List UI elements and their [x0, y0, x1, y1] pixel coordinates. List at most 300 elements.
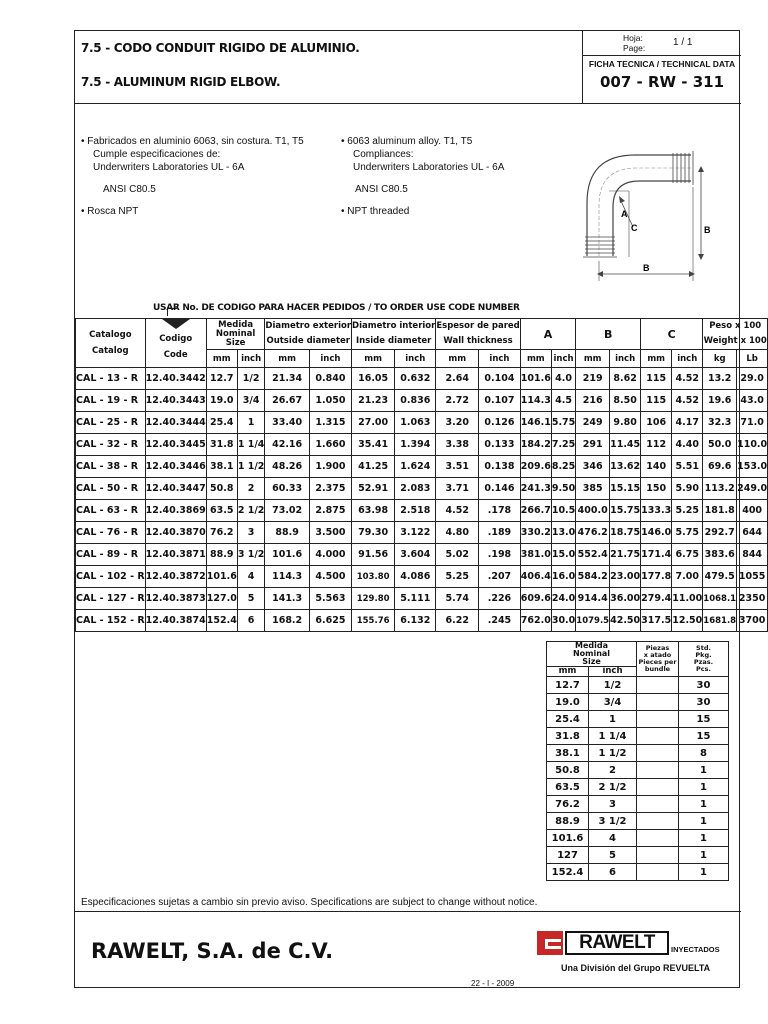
table-cell: CAL - 76 - R: [76, 522, 146, 544]
pack-unit-mm: mm: [547, 667, 589, 677]
list-item: [547, 830, 729, 847]
table-cell: 3.604: [395, 544, 436, 566]
table-cell: 21.34: [265, 368, 309, 390]
table-cell: 249.0: [737, 478, 768, 500]
table-cell: 0.104: [479, 368, 521, 390]
table-cell: 101.6: [520, 368, 551, 390]
table-cell: 1079.5: [576, 610, 610, 632]
table-cell: 177.8: [641, 566, 672, 588]
table-row: [76, 522, 768, 544]
arrow-down-icon: [162, 319, 190, 329]
table-cell: .198: [479, 544, 521, 566]
table-cell: 8.25: [551, 456, 575, 478]
header-inside-diameter: Diametro interior Inside diameter: [352, 319, 436, 350]
unit-mm: mm: [520, 350, 551, 368]
table-cell: 2: [237, 478, 265, 500]
table-cell: 12.40.3446: [145, 456, 206, 478]
table-cell: 317.5: [641, 610, 672, 632]
table-cell: [637, 762, 679, 779]
table-cell: 2350: [737, 588, 768, 610]
table-row: [76, 390, 768, 412]
table-cell: 552.4: [576, 544, 610, 566]
table-cell: 644: [737, 522, 768, 544]
table-cell: 141.3: [265, 588, 309, 610]
page-label: [623, 33, 645, 53]
table-cell: 346: [576, 456, 610, 478]
table-cell: 79.30: [352, 522, 395, 544]
table-cell: 4.40: [672, 434, 703, 456]
table-cell: 1: [589, 711, 637, 728]
table-cell: 400.0: [576, 500, 610, 522]
table-cell: 1.660: [309, 434, 351, 456]
pack-header-size: Medida Nominal Size: [547, 642, 637, 667]
table-cell: 127: [547, 847, 589, 864]
title-english: 7.5 - ALUMINUM RIGID ELBOW.: [81, 75, 281, 89]
header-dim-c: C: [641, 319, 703, 350]
table-cell: 13.2: [703, 368, 737, 390]
table-cell: 15: [679, 711, 729, 728]
list-item: [547, 728, 729, 745]
table-cell: 12.40.3869: [145, 500, 206, 522]
table-cell: 30.0: [551, 610, 575, 632]
table-cell: 152.4: [206, 610, 237, 632]
list-item: [547, 762, 729, 779]
feature-en-line: Compliances:: [353, 149, 414, 160]
table-cell: 1.394: [395, 434, 436, 456]
table-cell: 400: [737, 500, 768, 522]
header-dim-a: A: [520, 319, 576, 350]
table-cell: 5.75: [551, 412, 575, 434]
table-cell: CAL - 19 - R: [76, 390, 146, 412]
table-cell: 38.1: [547, 745, 589, 762]
table-cell: 2 1/2: [589, 779, 637, 796]
table-cell: 3700: [737, 610, 768, 632]
feature-en-line: • NPT threaded: [341, 206, 410, 217]
company-name: RAWELT, S.A. de C.V.: [91, 939, 334, 963]
unit-kg: kg: [703, 350, 737, 368]
table-cell: 844: [737, 544, 768, 566]
table-cell: [637, 745, 679, 762]
header-code: Codigo Code: [145, 319, 206, 368]
table-row: [76, 412, 768, 434]
table-cell: 3.38: [436, 434, 479, 456]
table-cell: 181.8: [703, 500, 737, 522]
feature-en-line: ANSI C80.5: [355, 184, 408, 195]
table-cell: 21.75: [610, 544, 641, 566]
table-cell: 12.40.3442: [145, 368, 206, 390]
list-item: [547, 864, 729, 881]
table-cell: 241.3: [520, 478, 551, 500]
table-cell: 42.16: [265, 434, 309, 456]
table-cell: CAL - 127 - R: [76, 588, 146, 610]
table-cell: 12.40.3873: [145, 588, 206, 610]
table-cell: 27.00: [352, 412, 395, 434]
table-cell: 0.632: [395, 368, 436, 390]
table-cell: 29.0: [737, 368, 768, 390]
table-cell: 1.900: [309, 456, 351, 478]
table-cell: 19.6: [703, 390, 737, 412]
table-cell: 383.6: [703, 544, 737, 566]
table-cell: 1 1/4: [237, 434, 265, 456]
table-cell: 216: [576, 390, 610, 412]
table-cell: 6.22: [436, 610, 479, 632]
table-cell: .245: [479, 610, 521, 632]
table-cell: 42.50: [610, 610, 641, 632]
table-cell: 16.0: [551, 566, 575, 588]
table-cell: 23.00: [610, 566, 641, 588]
table-cell: 31.8: [206, 434, 237, 456]
table-cell: 6.75: [672, 544, 703, 566]
table-cell: 110.0: [737, 434, 768, 456]
table-cell: 476.2: [576, 522, 610, 544]
unit-inch: inch: [309, 350, 351, 368]
table-cell: 30: [679, 677, 729, 694]
table-cell: 406.4: [520, 566, 551, 588]
table-cell: 4.52: [672, 368, 703, 390]
table-cell: 385: [576, 478, 610, 500]
table-cell: 2.083: [395, 478, 436, 500]
table-cell: 3.51: [436, 456, 479, 478]
table-cell: 50.0: [703, 434, 737, 456]
table-cell: [637, 796, 679, 813]
table-cell: 152.4: [547, 864, 589, 881]
page-box: [583, 31, 741, 56]
table-cell: 3.71: [436, 478, 479, 500]
table-cell: CAL - 25 - R: [76, 412, 146, 434]
table-cell: [637, 779, 679, 796]
table-cell: 291: [576, 434, 610, 456]
table-cell: 13.62: [610, 456, 641, 478]
table-row: [76, 544, 768, 566]
table-cell: 914.4: [576, 588, 610, 610]
table-cell: 112: [641, 434, 672, 456]
table-cell: .189: [479, 522, 521, 544]
table-cell: 11.45: [610, 434, 641, 456]
unit-mm: mm: [576, 350, 610, 368]
table-cell: 0.146: [479, 478, 521, 500]
header-outside-diameter: Diametro exterior Outside diameter: [265, 319, 352, 350]
table-cell: 146.0: [641, 522, 672, 544]
table-cell: 9.80: [610, 412, 641, 434]
elbow-drawing: [559, 131, 719, 291]
table-cell: 2.875: [309, 500, 351, 522]
table-cell: 15.15: [610, 478, 641, 500]
table-cell: 60.33: [265, 478, 309, 500]
table-cell: 38.1: [206, 456, 237, 478]
unit-mm: mm: [206, 350, 237, 368]
table-cell: 5.02: [436, 544, 479, 566]
table-cell: 19.0: [206, 390, 237, 412]
table-cell: 71.0: [737, 412, 768, 434]
table-cell: 133.3: [641, 500, 672, 522]
footer-divider: [75, 911, 741, 912]
table-cell: 33.40: [265, 412, 309, 434]
table-cell: 12.40.3445: [145, 434, 206, 456]
unit-mm: mm: [641, 350, 672, 368]
table-cell: 5.75: [672, 522, 703, 544]
table-cell: 12.40.3870: [145, 522, 206, 544]
table-cell: 6.132: [395, 610, 436, 632]
table-cell: 6: [237, 610, 265, 632]
logo-subtitle: INYECTADOS: [671, 945, 720, 954]
title-spanish: 7.5 - CODO CONDUIT RIGIDO DE ALUMINIO.: [81, 41, 360, 55]
table-cell: 4.0: [551, 368, 575, 390]
table-cell: 1.063: [395, 412, 436, 434]
unit-inch: inch: [672, 350, 703, 368]
table-cell: 12.40.3444: [145, 412, 206, 434]
table-cell: 18.75: [610, 522, 641, 544]
feature-en-line: Underwriters Laboratories UL - 6A: [353, 162, 505, 173]
table-cell: 127.0: [206, 588, 237, 610]
logo-division: Una División del Grupo REVUELTA: [561, 963, 711, 973]
specifications-table: [75, 318, 768, 632]
table-cell: 3: [589, 796, 637, 813]
unit-mm: mm: [352, 350, 395, 368]
header-title-block: [75, 31, 583, 103]
table-cell: 115: [641, 368, 672, 390]
table-cell: 32.3: [703, 412, 737, 434]
table-row: [76, 566, 768, 588]
table-cell: 115: [641, 390, 672, 412]
list-item: [547, 813, 729, 830]
header-nominal-size: Medida Nominal Size: [206, 319, 265, 350]
table-cell: 6: [589, 864, 637, 881]
table-cell: .178: [479, 500, 521, 522]
table-cell: 1: [679, 864, 729, 881]
table-cell: 209.6: [520, 456, 551, 478]
table-cell: 1/2: [237, 368, 265, 390]
table-cell: 1055: [737, 566, 768, 588]
table-cell: 21.23: [352, 390, 395, 412]
page-label-en: Page:: [623, 43, 646, 53]
table-cell: 63.5: [547, 779, 589, 796]
table-cell: [637, 677, 679, 694]
list-item: [547, 847, 729, 864]
table-cell: 2.72: [436, 390, 479, 412]
table-row: [76, 610, 768, 632]
table-cell: 13.0: [551, 522, 575, 544]
table-cell: 3.500: [309, 522, 351, 544]
table-cell: 12.40.3871: [145, 544, 206, 566]
table-cell: 4: [589, 830, 637, 847]
table-cell: [637, 728, 679, 745]
table-cell: [637, 830, 679, 847]
table-cell: 2 1/2: [237, 500, 265, 522]
table-cell: 12.40.3872: [145, 566, 206, 588]
table-cell: 1 1/2: [237, 456, 265, 478]
rawelt-logo: [531, 927, 731, 987]
table-cell: .207: [479, 566, 521, 588]
table-cell: 2.518: [395, 500, 436, 522]
table-cell: 1 1/4: [589, 728, 637, 745]
table-row: [76, 434, 768, 456]
table-cell: 3 1/2: [237, 544, 265, 566]
table-cell: 25.4: [206, 412, 237, 434]
table-cell: 5.90: [672, 478, 703, 500]
list-item: [547, 677, 729, 694]
page-number: 1 / 1: [673, 37, 693, 48]
table-cell: 91.56: [352, 544, 395, 566]
document-code: 007 - RW - 311: [599, 73, 725, 91]
table-cell: 2.64: [436, 368, 479, 390]
table-cell: 9.50: [551, 478, 575, 500]
table-cell: 76.2: [206, 522, 237, 544]
feature-en-line: • 6063 aluminum alloy. T1, T5: [341, 136, 473, 147]
table-cell: 4.52: [672, 390, 703, 412]
table-cell: 5.25: [672, 500, 703, 522]
features-english: [341, 135, 504, 218]
features-spanish: [81, 135, 304, 218]
table-cell: 41.25: [352, 456, 395, 478]
table-cell: 1: [237, 412, 265, 434]
table-cell: 12.50: [672, 610, 703, 632]
table-cell: 8: [679, 745, 729, 762]
table-cell: 6.625: [309, 610, 351, 632]
table-cell: 1: [679, 847, 729, 864]
table-cell: 11.00: [672, 588, 703, 610]
table-cell: 114.3: [520, 390, 551, 412]
table-cell: 24.0: [551, 588, 575, 610]
table-cell: 0.133: [479, 434, 521, 456]
table-cell: 762.0: [520, 610, 551, 632]
table-cell: 50.8: [547, 762, 589, 779]
table-cell: 171.4: [641, 544, 672, 566]
table-cell: 1/2: [589, 677, 637, 694]
list-item: [547, 779, 729, 796]
table-row: [76, 456, 768, 478]
table-cell: 15: [679, 728, 729, 745]
table-cell: 2: [589, 762, 637, 779]
table-row: [76, 368, 768, 390]
table-cell: 5.74: [436, 588, 479, 610]
table-cell: 5.25: [436, 566, 479, 588]
feature-es-line: • Rosca NPT: [81, 206, 139, 217]
table-cell: 48.26: [265, 456, 309, 478]
table-cell: 266.7: [520, 500, 551, 522]
table-cell: 1: [679, 779, 729, 796]
feature-es-line: Underwriters Laboratories UL - 6A: [93, 162, 245, 173]
table-cell: 69.6: [703, 456, 737, 478]
dim-label-c: C: [631, 223, 638, 233]
table-cell: 12.7: [206, 368, 237, 390]
table-cell: 1.315: [309, 412, 351, 434]
table-row: [76, 500, 768, 522]
list-item: [547, 711, 729, 728]
table-row: [76, 478, 768, 500]
table-cell: 5.111: [395, 588, 436, 610]
table-cell: [637, 711, 679, 728]
table-cell: [637, 694, 679, 711]
unit-inch: inch: [479, 350, 521, 368]
pack-header-pieces-per-bundle: Piezas x atado Pieces per bundle: [637, 642, 679, 677]
specifications-disclaimer: Especificaciones sujetas a cambio sin previo aviso. Specifications are subject to change without notice.: [81, 897, 538, 908]
table-cell: 292.7: [703, 522, 737, 544]
table-cell: 5: [589, 847, 637, 864]
table-cell: 0.840: [309, 368, 351, 390]
table-cell: 3: [237, 522, 265, 544]
table-cell: 8.62: [610, 368, 641, 390]
table-cell: 150: [641, 478, 672, 500]
feature-es-line: Cumple especificaciones de:: [93, 149, 221, 160]
table-cell: 0.107: [479, 390, 521, 412]
table-cell: 12.7: [547, 677, 589, 694]
table-cell: 4.17: [672, 412, 703, 434]
table-cell: CAL - 13 - R: [76, 368, 146, 390]
table-cell: 1: [679, 813, 729, 830]
table-cell: 4.80: [436, 522, 479, 544]
table-cell: 168.2: [265, 610, 309, 632]
header-wall-thickness: Espesor de pared Wall thickness: [436, 319, 520, 350]
feature-es-line: ANSI C80.5: [103, 184, 156, 195]
unit-lb: Lb: [737, 350, 768, 368]
table-cell: 0.836: [395, 390, 436, 412]
table-cell: CAL - 102 - R: [76, 566, 146, 588]
page-label-es: Hoja:: [623, 33, 643, 43]
table-cell: 8.50: [610, 390, 641, 412]
table-cell: [637, 813, 679, 830]
packaging-table: [546, 641, 729, 881]
table-cell: 113.2: [703, 478, 737, 500]
header-divider: [75, 103, 741, 104]
table-cell: 88.9: [547, 813, 589, 830]
table-cell: 50.8: [206, 478, 237, 500]
feature-es-line: • Fabricados en aluminio 6063, sin costura. T1, T5: [81, 136, 304, 147]
table-cell: 7.25: [551, 434, 575, 456]
table-cell: 2.375: [309, 478, 351, 500]
table-cell: 4.52: [436, 500, 479, 522]
unit-mm: mm: [436, 350, 479, 368]
table-cell: .226: [479, 588, 521, 610]
table-cell: 1: [679, 796, 729, 813]
header-dim-b: B: [576, 319, 641, 350]
technical-data-sheet: [74, 30, 768, 988]
dim-label-a: A: [621, 209, 628, 219]
table-cell: 3 1/2: [589, 813, 637, 830]
table-cell: 1068.1: [703, 588, 737, 610]
table-cell: 219: [576, 368, 610, 390]
table-cell: 36.00: [610, 588, 641, 610]
table-cell: 479.5: [703, 566, 737, 588]
table-cell: 249: [576, 412, 610, 434]
table-cell: 16.05: [352, 368, 395, 390]
table-cell: 101.6: [265, 544, 309, 566]
table-cell: 155.76: [352, 610, 395, 632]
table-cell: 12.40.3443: [145, 390, 206, 412]
order-note: USAR No. DE CODIGO PARA HACER PEDIDOS / TO ORDER USE CODE NUMBER: [153, 303, 520, 313]
table-cell: CAL - 152 - R: [76, 610, 146, 632]
pack-unit-inch: inch: [589, 667, 637, 677]
header-info-block: [583, 31, 741, 103]
table-cell: 43.0: [737, 390, 768, 412]
table-cell: CAL - 50 - R: [76, 478, 146, 500]
unit-inch: inch: [395, 350, 436, 368]
table-cell: 3.122: [395, 522, 436, 544]
table-cell: 140: [641, 456, 672, 478]
table-cell: 381.0: [520, 544, 551, 566]
list-item: [547, 745, 729, 762]
table-cell: 279.4: [641, 588, 672, 610]
table-cell: [637, 847, 679, 864]
logo-name: RAWELT: [565, 931, 669, 955]
table-cell: 146.1: [520, 412, 551, 434]
table-cell: 25.4: [547, 711, 589, 728]
table-cell: 5.51: [672, 456, 703, 478]
table-cell: 0.126: [479, 412, 521, 434]
table-cell: 31.8: [547, 728, 589, 745]
table-cell: 7.00: [672, 566, 703, 588]
table-cell: 1.050: [309, 390, 351, 412]
table-cell: 1 1/2: [589, 745, 637, 762]
